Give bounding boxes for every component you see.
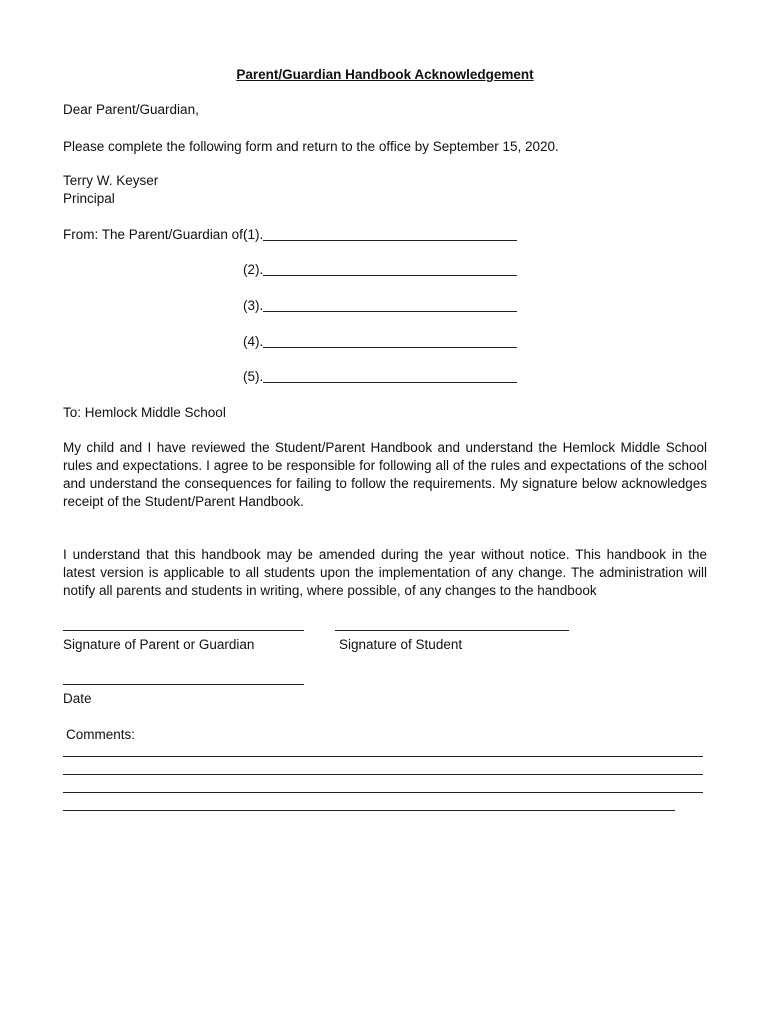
form-title: Parent/Guardian Handbook Acknowledgement	[236, 67, 534, 82]
parent-signature-field[interactable]	[63, 630, 304, 631]
child-5-name-field[interactable]	[263, 382, 517, 383]
child-2-name-field[interactable]	[263, 275, 517, 276]
principal-name: Terry W. Keyser	[63, 173, 159, 188]
comments-line-4[interactable]	[63, 810, 675, 811]
amendment-paragraph: I understand that this handbook may be amended during the year without notice. This handbook in the latest version is applicable to all students upon the implementation of any change. The administration will notify all parents and students in writing, where possible, of any changes to the handbook	[63, 547, 707, 598]
to-label: To: Hemlock Middle School	[63, 405, 226, 420]
parent-signature-label: Signature of Parent or Guardian	[63, 637, 255, 652]
child-1-label: (1).	[243, 227, 264, 242]
student-signature-field[interactable]	[335, 630, 569, 631]
child-1-name-field[interactable]	[263, 240, 517, 241]
child-4-label: (4).	[243, 334, 264, 349]
from-label: From: The Parent/Guardian of:	[63, 227, 247, 242]
date-label: Date	[63, 691, 92, 706]
child-2-label: (2).	[243, 262, 264, 277]
comments-label: Comments:	[66, 727, 136, 742]
child-3-name-field[interactable]	[263, 311, 517, 312]
comments-line-2[interactable]	[63, 774, 703, 775]
date-field[interactable]	[63, 684, 304, 685]
child-3-label: (3).	[243, 298, 264, 313]
principal-title: Principal	[63, 191, 115, 206]
comments-line-3[interactable]	[63, 792, 703, 793]
child-5-label: (5).	[243, 369, 264, 384]
acknowledgement-paragraph: My child and I have reviewed the Student/Parent Handbook and understand the Hemlock Middle School rules and expectations. I agree to be responsible for following all of the rules and expectations of the school and understand the consequences for failing to follow the requirements. My signature below acknowledges receipt of the Student/Parent Handbook.	[63, 440, 707, 509]
student-signature-label: Signature of Student	[339, 637, 463, 652]
instruction-text: Please complete the following form and return to the office by September 15, 2020.	[63, 139, 559, 154]
comments-line-1[interactable]	[63, 756, 703, 757]
child-4-name-field[interactable]	[263, 347, 517, 348]
greeting: Dear Parent/Guardian,	[63, 102, 199, 117]
